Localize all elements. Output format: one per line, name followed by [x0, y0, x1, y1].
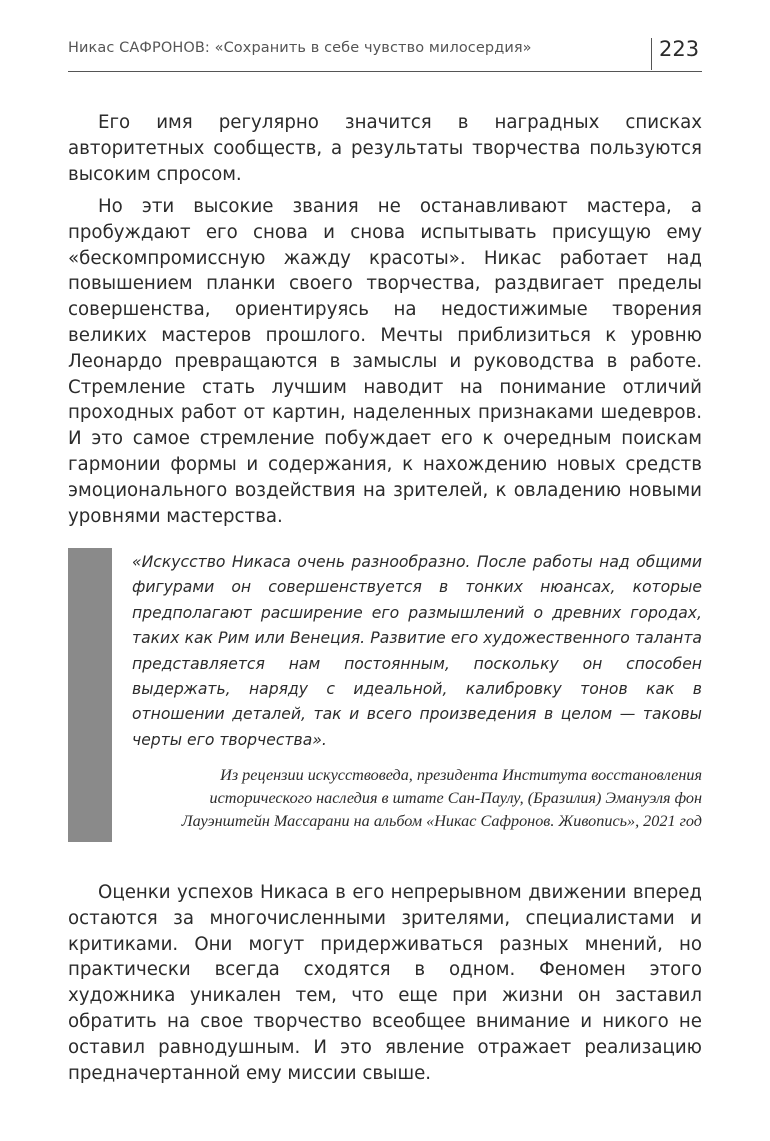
running-header-title: Никас САФРОНОВ: «Сохранить в себе чувство милосердия» [68, 40, 532, 56]
paragraph-3-text: Оценки успехов Никаса в его непрерывном движении вперед остаются за многочисленными зрителями, специалистами и критиками. Они могут придерживаться разных мнений, но практически всегда сходятся в одном. Феномен этого художника уникален тем, что еще при жизни он заставил обратить на свое творчество всеобщее внимание и никого не оставил равнодушным. И это явление отражает реализацию предначертанной ему миссии свыше. [68, 882, 702, 1084]
attribution-line-1: Из рецензии искусствоведа, президента Института восстановления [220, 766, 702, 784]
running-header [68, 34, 702, 70]
page-number: 223 [659, 37, 700, 61]
paragraph-1 [68, 110, 702, 187]
quote-text: «Искусство Никаса очень разнообразно. После работы над общими фигурами он совершенствуется в тонких нюансах, которые предполагают расширение его размышлений о древних городах, таких как Рим или Венеция. Развитие его художественного таланта представляется нам постоянным, поскольку он способен выдержать, наряду с идеальной, калибровку тонов как в отношении деталей, так и всего произведения в целом — таковы черты его творчества». [132, 553, 702, 749]
header-rule [68, 71, 702, 72]
header-divider [651, 38, 652, 70]
paragraph-1-text: Его имя регулярно значится в наградных списках авторитетных сообществ, а результаты творчества пользуются высоким спросом. [68, 112, 702, 185]
quote-bar [68, 548, 112, 842]
attribution-line-2: исторического наследия в штате Сан-Паулу, (Бразилия) Эмануэля фон [209, 789, 702, 807]
attribution-line-3: Лауэнштейн Массарани на альбом «Никас Сафронов. Живопись», 2021 год [181, 812, 702, 830]
paragraph-2 [68, 194, 702, 529]
paragraph-3 [68, 880, 702, 1086]
paragraph-2-text: Но эти высокие звания не останавливают мастера, а пробуждают его снова и снова испытывать присущую ему «бескомпромиссную жажду красоты». Никас работает над повышением планки своего творчества, раздвигает пределы совершенства, ориентируясь на недостижимые творения великих мастеров прошлого. Мечты приблизиться к уровню Леонардо превращаются в замыслы и руководства в работе. Стремление стать лучшим наводит на понимание отличий проходных работ от картин, наделенных признаками шедевров. И это самое стремление побуждает его к очередным поискам гармонии формы и содержания, к нахождению новых средств эмоционального воздействия на зрителей, к овладению новыми уровнями мастерства. [68, 196, 702, 527]
quote-attribution [132, 764, 702, 833]
